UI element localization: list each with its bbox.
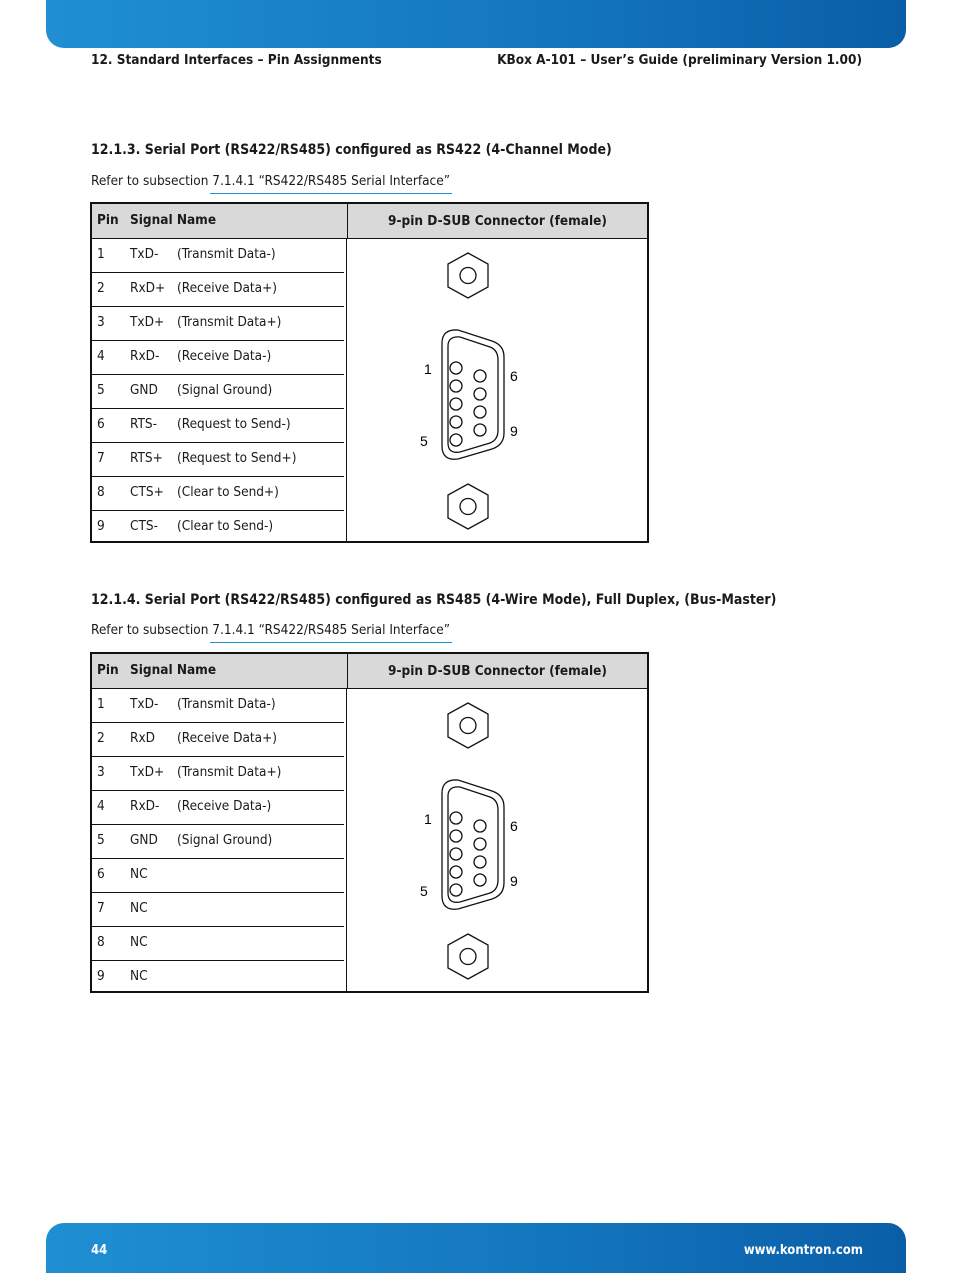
signal-cell: NC [130,934,148,950]
signal-cell: NC [130,968,148,984]
pin-cell: 7 [97,450,105,466]
label-pin-9: 9 [510,873,518,889]
header-signal-name: Signal Name [130,662,217,678]
description-cell: (Clear to Send+) [177,484,279,500]
pin-cell: 2 [97,730,105,746]
pin-cell: 4 [97,798,105,814]
dsub-connector-diagram [420,253,562,529]
pin-cell: 9 [97,968,105,984]
signal-cell: TxD- [130,246,159,262]
header-connector: 9-pin D-SUB Connector (female) [347,204,647,238]
refer-prefix: Refer to subsection [91,622,213,638]
signal-cell: NC [130,866,148,882]
pin-cell: 3 [97,764,105,780]
description-cell: (Receive Data-) [177,798,272,814]
description-cell: (Clear to Send-) [177,518,274,534]
dsub-connector-diagram [420,703,562,979]
table-row [92,825,344,859]
signal-cell: RxD+ [130,280,166,296]
pin-cell: 5 [97,382,105,398]
table-row [92,757,344,791]
section-title-12-1-3: 12.1.3. Serial Port (RS422/RS485) configured as RS422 (4-Channel Mode) [91,142,612,158]
label-pin-9: 9 [510,423,518,439]
table-row [92,927,344,961]
page-number: 44 [91,1243,108,1258]
table-header [92,654,647,689]
table-row [92,341,344,375]
header-connector: 9-pin D-SUB Connector (female) [347,654,647,688]
table-row [92,791,344,825]
refer-text-12-1-3 [91,173,450,189]
signal-cell: RxD- [130,348,160,364]
description-cell: (Receive Data-) [177,348,272,364]
column-divider [346,239,347,541]
table-row [92,511,344,544]
running-header-document: KBox A-101 – User’s Guide (preliminary Version 1.00) [497,52,862,68]
header-signal-name: Signal Name [130,212,217,228]
pin-cell: 6 [97,416,105,432]
label-pin-1: 1 [424,811,432,827]
table-row [92,893,344,927]
description-cell: (Request to Send-) [177,416,291,432]
label-pin-1: 1 [424,361,432,377]
table-row [92,859,344,893]
table-body [92,239,647,541]
refer-link-7-1-4-1[interactable]: 7.1.4.1 “RS422/RS485 Serial Interface” [212,173,450,189]
refer-link-7-1-4-1[interactable]: 7.1.4.1 “RS422/RS485 Serial Interface” [212,622,450,638]
signal-cell: RTS+ [130,450,163,466]
header-pin: Pin [97,662,119,678]
signal-cell: NC [130,900,148,916]
label-pin-5: 5 [420,883,428,899]
table-row [92,239,344,273]
pin-cell: 2 [97,280,105,296]
top-banner [46,0,906,48]
signal-cell: GND [130,382,158,398]
pin-table-rs422 [90,202,649,543]
signal-cell: CTS+ [130,484,164,500]
table-body [92,689,647,991]
mount-hex-top [448,253,488,298]
signal-cell: TxD- [130,696,159,712]
description-cell: (Request to Send+) [177,450,297,466]
website-link[interactable]: www.kontron.com [743,1243,863,1258]
pin-rows [92,689,344,994]
table-row [92,723,344,757]
running-header-chapter: 12. Standard Interfaces – Pin Assignments [91,52,382,68]
label-pin-6: 6 [510,818,518,834]
pin-table-rs485 [90,652,649,993]
header-pin: Pin [97,212,119,228]
signal-cell: TxD+ [130,764,165,780]
signal-cell: RxD- [130,798,160,814]
pin-cell: 4 [97,348,105,364]
description-cell: (Signal Ground) [177,832,273,848]
pin-cell: 9 [97,518,105,534]
description-cell: (Transmit Data-) [177,246,276,262]
pin-cell: 5 [97,832,105,848]
description-cell: (Signal Ground) [177,382,273,398]
pin-cell: 1 [97,246,105,262]
label-pin-6: 6 [510,368,518,384]
table-row [92,409,344,443]
signal-cell: RTS- [130,416,157,432]
signal-cell: GND [130,832,158,848]
description-cell: (Transmit Data+) [177,764,282,780]
table-row [92,307,344,341]
dsub-shell [442,330,504,459]
signal-cell: CTS- [130,518,158,534]
signal-cell: TxD+ [130,314,165,330]
description-cell: (Receive Data+) [177,280,278,296]
pin-cell: 1 [97,696,105,712]
pin-cell: 8 [97,934,105,950]
mount-hex-top [448,703,488,748]
dsub-shell [442,780,504,909]
mount-hex-bottom [448,484,488,529]
table-row [92,375,344,409]
signal-cell: RxD [130,730,155,746]
table-row [92,477,344,511]
pin-cell: 7 [97,900,105,916]
column-divider [346,689,347,991]
table-row [92,961,344,994]
mount-hex-bottom [448,934,488,979]
table-row [92,443,344,477]
pin-cell: 6 [97,866,105,882]
description-cell: (Transmit Data+) [177,314,282,330]
pin-holes [450,812,486,896]
footer-banner [46,1223,906,1273]
label-pin-5: 5 [420,433,428,449]
table-row [92,689,344,723]
section-title-12-1-4: 12.1.4. Serial Port (RS422/RS485) configured as RS485 (4-Wire Mode), Full Duplex, (Bus-Master) [91,592,777,608]
pin-holes [450,362,486,446]
description-cell: (Transmit Data-) [177,696,276,712]
description-cell: (Receive Data+) [177,730,278,746]
refer-prefix: Refer to subsection [91,173,213,189]
table-row [92,273,344,307]
pin-cell: 8 [97,484,105,500]
table-header [92,204,647,239]
refer-text-12-1-4 [91,622,450,638]
pin-cell: 3 [97,314,105,330]
pin-rows [92,239,344,544]
